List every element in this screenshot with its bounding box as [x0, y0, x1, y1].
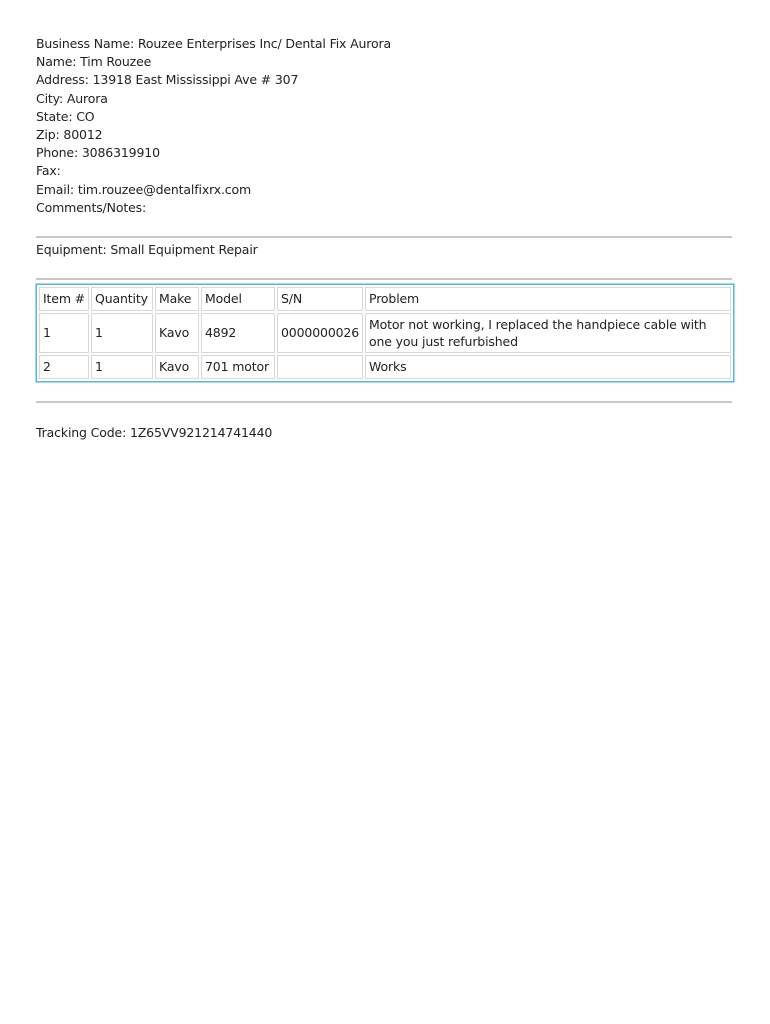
business-name: Business Name: Rouzee Enterprises Inc/ Dental Fix Aurora	[36, 36, 391, 51]
divider	[36, 278, 732, 280]
header-quantity: Quantity	[91, 287, 153, 311]
header-serial-number: S/N	[277, 287, 363, 311]
cell-item-number: 1	[39, 313, 89, 353]
equipment-items-table	[36, 284, 734, 382]
cell-serial-number	[277, 355, 363, 379]
header-item-number: Item #	[39, 287, 89, 311]
header-make: Make	[155, 287, 199, 311]
state: State: CO	[36, 108, 95, 124]
cell-problem: Motor not working, I replaced the handpiece cable with one you just refurbished	[365, 313, 731, 353]
table-row	[39, 355, 731, 379]
contact-name: Name: Tim Rouzee	[36, 54, 152, 70]
header-problem: Problem	[365, 287, 731, 311]
comments-notes: Comments/Notes:	[36, 199, 147, 215]
cell-quantity: 1	[91, 355, 153, 379]
fax: Fax:	[36, 163, 61, 179]
address: Address: 13918 East Mississippi Ave # 307	[36, 72, 299, 88]
cell-problem: Works	[365, 355, 731, 379]
repair-form-page	[36, 35, 732, 443]
divider	[36, 236, 732, 238]
equipment-type: Equipment: Small Equipment Repair	[36, 241, 258, 257]
cell-serial-number: 0000000026	[277, 313, 363, 353]
phone: Phone: 3086319910	[36, 145, 160, 161]
cell-quantity: 1	[91, 313, 153, 353]
header-model: Model	[201, 287, 275, 311]
tracking-code: Tracking Code: 1Z65VV921214741440	[36, 424, 273, 440]
table-row	[39, 313, 731, 353]
email: Email: tim.rouzee@dentalfixrx.com	[36, 181, 252, 197]
cell-item-number: 2	[39, 355, 89, 379]
zip: Zip: 80012	[36, 126, 103, 142]
cell-model: 701 motor	[201, 355, 275, 379]
city: City: Aurora	[36, 90, 108, 106]
cell-make: Kavo	[155, 355, 199, 379]
cell-make: Kavo	[155, 313, 199, 353]
cell-model: 4892	[201, 313, 275, 353]
customer-info	[36, 35, 732, 217]
divider	[36, 401, 732, 403]
table-header-row	[39, 287, 731, 311]
